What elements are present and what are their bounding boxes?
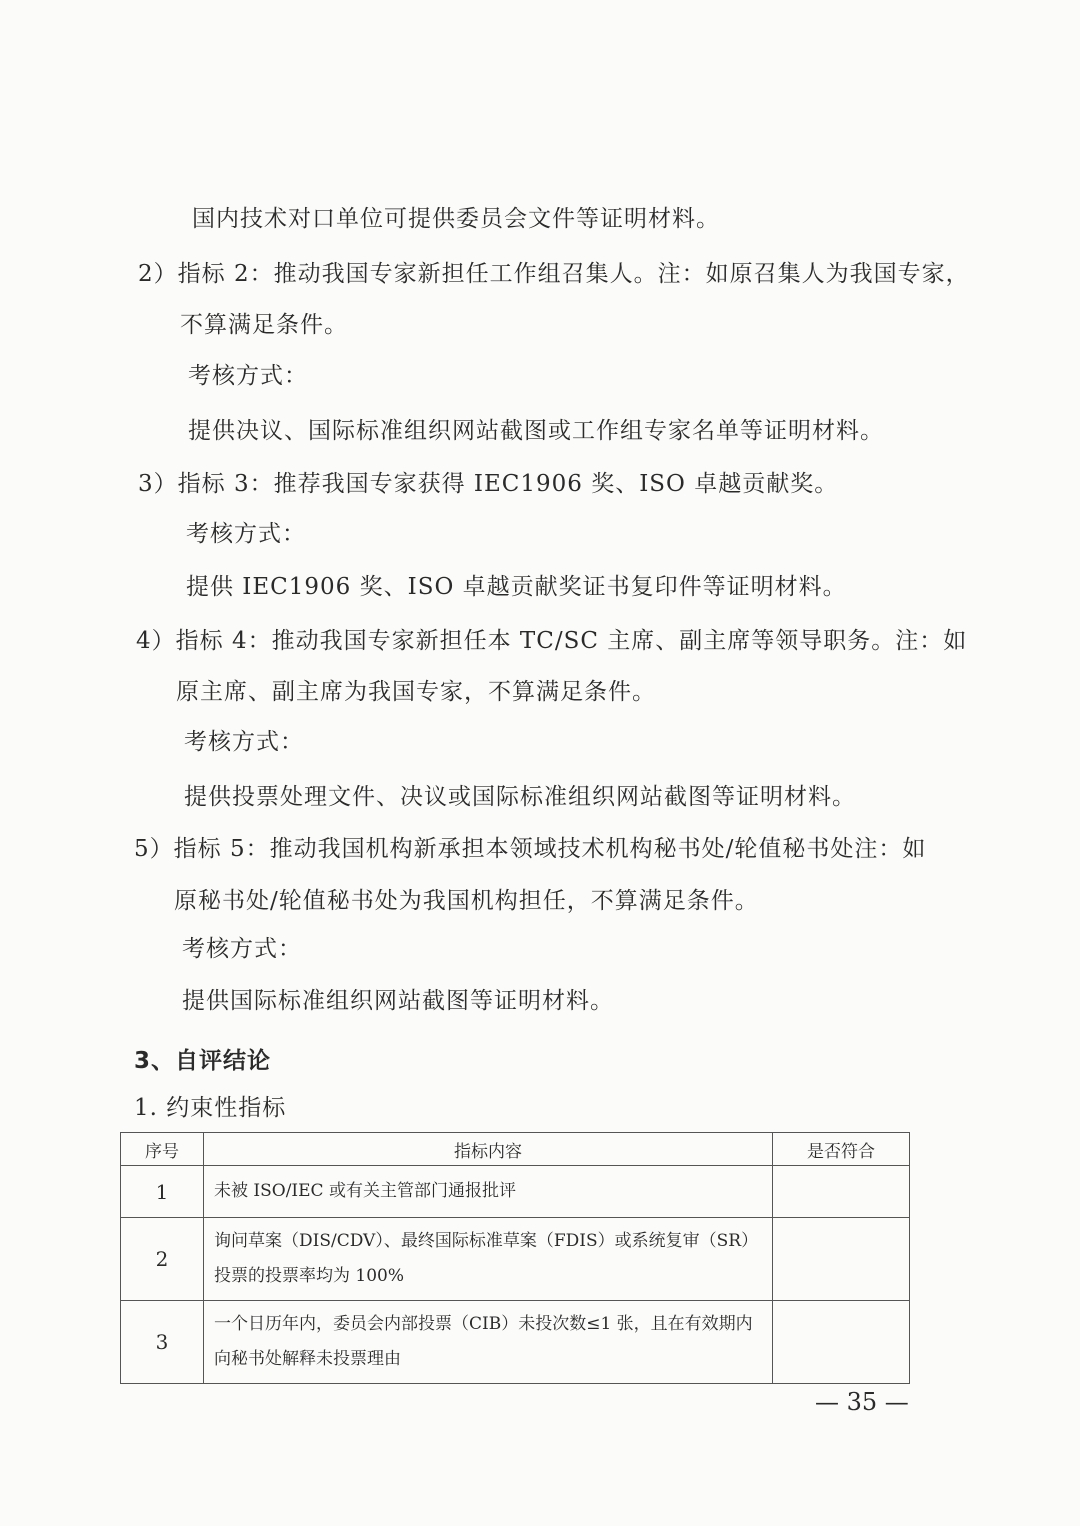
table-header-row: [121, 1133, 910, 1166]
paragraph-line: 原秘书处/轮值秘书处为我国机构担任，不算满足条件。: [174, 888, 759, 914]
header-no: 序号: [121, 1133, 204, 1166]
paragraph-line: 提供决议、国际标准组织网站截图或工作组专家名单等证明材料。: [188, 418, 884, 444]
header-result: 是否符合: [773, 1133, 910, 1166]
row-no: 3: [121, 1301, 204, 1384]
table-row: [121, 1218, 910, 1301]
assessment-label: 考核方式：: [186, 521, 306, 547]
row-result: [773, 1218, 910, 1301]
constraint-indicators-table: [120, 1132, 910, 1384]
paragraph-line: 提供国际标准组织网站截图等证明材料。: [182, 988, 614, 1014]
row-no: 1: [121, 1166, 204, 1218]
paragraph-line: 国内技术对口单位可提供委员会文件等证明材料。: [192, 206, 720, 232]
indicator-2: 2）指标 2：推动我国专家新担任工作组召集人。注：如原召集人为我国专家，: [138, 261, 970, 287]
assessment-label: 考核方式：: [182, 936, 302, 962]
table-row: [121, 1166, 910, 1218]
paragraph-line: 提供投票处理文件、决议或国际标准组织网站截图等证明材料。: [184, 784, 856, 810]
row-content: 未被 ISO/IEC 或有关主管部门通报批评: [204, 1166, 773, 1218]
section-heading: 3、自评结论: [134, 1048, 272, 1074]
paragraph-line: 原主席、副主席为我国专家，不算满足条件。: [176, 679, 656, 705]
indicator-4: 4）指标 4：推动我国专家新担任本 TC/SC 主席、副主席等领导职务。注：如: [136, 628, 968, 654]
indicator-5: 5）指标 5：推动我国机构新承担本领域技术机构秘书处/轮值秘书处注：如: [134, 836, 927, 862]
page-number: — 35 —: [815, 1388, 909, 1416]
row-result: [773, 1301, 910, 1384]
indicator-3: 3）指标 3：推荐我国专家获得 IEC1906 奖、ISO 卓越贡献奖。: [138, 471, 839, 497]
header-content: 指标内容: [204, 1133, 773, 1166]
assessment-label: 考核方式：: [188, 363, 308, 389]
assessment-label: 考核方式：: [184, 729, 304, 755]
subheading: 1. 约束性指标: [134, 1095, 287, 1121]
row-content: 一个日历年内，委员会内部投票（CIB）未投次数≤1 张，且在有效期内向秘书处解释未投票理由: [204, 1301, 773, 1384]
row-result: [773, 1166, 910, 1218]
paragraph-line: 提供 IEC1906 奖、ISO 卓越贡献奖证书复印件等证明材料。: [186, 574, 847, 600]
row-no: 2: [121, 1218, 204, 1301]
table-row: [121, 1301, 910, 1384]
paragraph-line: 不算满足条件。: [180, 312, 348, 338]
row-content: 询问草案（DIS/CDV）、最终国际标准草案（FDIS）或系统复审（SR）投票的投票率均为 100%: [204, 1218, 773, 1301]
